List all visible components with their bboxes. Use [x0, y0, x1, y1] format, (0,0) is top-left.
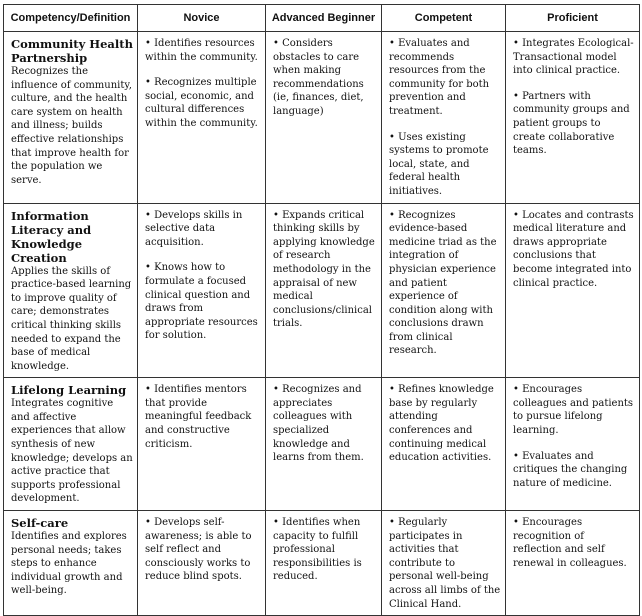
header-competency: Competency/Definition	[4, 5, 138, 32]
list-item	[145, 516, 261, 584]
bullet-icon: •	[389, 38, 395, 49]
header-row	[4, 5, 640, 32]
list-item	[145, 383, 261, 451]
header-competent: Competent	[382, 5, 506, 32]
competency-cell	[4, 378, 138, 511]
competency-cell	[4, 511, 138, 616]
bullet-icon: •	[273, 517, 279, 529]
competent-cell	[382, 203, 506, 378]
header-advanced-beginner: Advanced Beginner	[266, 5, 382, 32]
bullet-icon: •	[389, 517, 395, 529]
list-item-text: Evaluates and recommends resources from the community for both prevention and treatment.	[389, 38, 490, 117]
list-item-text: Refines knowledge base by regularly attending conferences and continuing medical education activities.	[389, 384, 494, 464]
list-item-text: Integrates Ecological-Transactional model into clinical practice.	[513, 38, 634, 77]
list-item	[513, 209, 635, 291]
bullet-icon: •	[389, 384, 395, 396]
bullet-icon: •	[513, 90, 519, 102]
bullet-icon: •	[513, 38, 519, 49]
list-item	[389, 516, 501, 611]
bullet-icon: •	[513, 450, 519, 462]
competency-title: Community Health Partnership	[11, 37, 133, 65]
header-proficient: Proficient	[506, 5, 640, 32]
list-item-text: Recognizes and appreciates colleagues with specialized knowledge and learns from them.	[273, 384, 364, 464]
list-item-text: Encourages recognition of reflection and self renewal in colleagues.	[513, 517, 627, 569]
novice-cell	[138, 511, 266, 616]
competent-cell	[382, 32, 506, 204]
bullet-icon: •	[145, 77, 151, 89]
bullet-list	[145, 516, 261, 584]
list-item-text: Identifies when capacity to fulfill professional responsibilities is reduced.	[273, 517, 362, 583]
bullet-list	[145, 383, 261, 451]
bullet-list	[513, 209, 635, 291]
list-item-text: Identifies resources within the community.	[145, 38, 258, 63]
list-item	[389, 37, 501, 119]
advanced-beginner-cell	[266, 32, 382, 204]
bullet-icon: •	[145, 209, 151, 221]
advanced-beginner-cell	[266, 203, 382, 378]
list-item	[145, 209, 261, 250]
list-item	[145, 37, 261, 64]
competent-cell	[382, 378, 506, 511]
header-novice: Novice	[138, 5, 266, 32]
list-item-text: Recognizes evidence-based medicine triad as the integration of physician experience and patient experience of condition along with conclusions drawn from clinical research.	[389, 209, 497, 357]
competent-cell	[382, 511, 506, 616]
bullet-list	[145, 209, 261, 343]
competency-definition: Identifies and explores personal needs; takes steps to enhance individual growth and well-being.	[11, 531, 127, 597]
bullet-list	[389, 37, 501, 199]
competency-title: Lifelong Learning	[11, 383, 127, 398]
list-item-text: Expands critical thinking skills by applying knowledge of research methodology in the appraisal of new medical conclusions/clinical trials.	[273, 209, 375, 330]
bullet-list	[389, 209, 501, 359]
novice-cell	[138, 32, 266, 204]
bullet-list	[273, 209, 377, 331]
bullet-icon: •	[513, 517, 519, 529]
list-item-text: Considers obstacles to care when making recommendations (ie, finances, diet, language)	[273, 38, 364, 117]
list-item	[513, 516, 635, 570]
bullet-list	[145, 37, 261, 131]
bullet-icon: •	[513, 384, 519, 396]
list-item-text: Locates and contrasts medical literature and draws appropriate conclusions that become integrated into clinical practice.	[513, 209, 634, 289]
list-item	[513, 37, 635, 78]
bullet-icon: •	[389, 131, 395, 143]
list-item	[145, 76, 261, 130]
bullet-icon: •	[145, 384, 151, 396]
list-item-text: Uses existing systems to promote local, state, and federal health initiatives.	[389, 131, 489, 197]
bullet-list	[273, 37, 377, 119]
proficient-cell	[506, 32, 640, 204]
list-item	[273, 37, 377, 119]
list-item	[513, 450, 635, 491]
list-item	[389, 131, 501, 199]
list-item	[389, 209, 501, 359]
bullet-icon: •	[145, 262, 151, 274]
table-row	[4, 378, 640, 511]
competency-definition: Recognizes the influence of community, culture, and the health care system on health and illness; builds effective relationships that improve health for the population we serve.	[11, 66, 132, 186]
list-item	[273, 383, 377, 465]
bullet-list	[513, 37, 635, 158]
bullet-list	[513, 383, 635, 490]
list-item-text: Develops skills in selective data acquisition.	[145, 209, 243, 248]
bullet-list	[389, 383, 501, 465]
list-item-text: Knows how to formulate a focused clinical question and draws from appropriate resources for solution.	[145, 262, 258, 342]
list-item-text: Develops self-awareness; is able to self reflect and consciously works to reduce blind spots.	[145, 517, 252, 583]
advanced-beginner-cell	[266, 378, 382, 511]
proficient-cell	[506, 511, 640, 616]
bullet-list	[273, 383, 377, 465]
proficient-cell	[506, 378, 640, 511]
list-item-text: Partners with community groups and patient groups to create collaborative teams.	[513, 90, 630, 157]
table-row	[4, 32, 640, 204]
competency-definition: Integrates cognitive and affective experiences that allow synthesis of new knowledge; develops an active practice that supports professional development.	[11, 398, 133, 505]
competency-cell	[4, 32, 138, 204]
list-item-text: Regularly participates in activities that contribute to personal well-being across all limbs of the Clinical Hand.	[389, 517, 501, 610]
list-item	[145, 261, 261, 343]
list-item	[273, 516, 377, 584]
advanced-beginner-cell	[266, 511, 382, 616]
list-item-text: Recognizes multiple social, economic, and cultural differences within the community.	[145, 77, 258, 129]
bullet-icon: •	[273, 38, 279, 49]
bullet-list	[273, 516, 377, 584]
list-item-text: Encourages colleagues and patients to pursue lifelong learning.	[513, 384, 634, 437]
bullet-icon: •	[145, 38, 151, 49]
list-item	[513, 383, 635, 437]
novice-cell	[138, 203, 266, 378]
bullet-list	[513, 516, 635, 570]
list-item	[513, 90, 635, 158]
bullet-list	[389, 516, 501, 611]
bullet-icon: •	[273, 209, 279, 221]
list-item	[273, 209, 377, 331]
bullet-icon: •	[389, 209, 395, 221]
novice-cell	[138, 378, 266, 511]
table-row	[4, 203, 640, 378]
competency-definition: Applies the skills of practice-based learning to improve quality of care; demonstrates critical thinking skills needed to expand the base of medical knowledge.	[11, 265, 132, 372]
bullet-icon: •	[145, 517, 151, 529]
competency-title: Self-care	[11, 516, 69, 531]
list-item-text: Identifies mentors that provide meaningful feedback and constructive criticism.	[145, 384, 252, 450]
proficient-cell	[506, 203, 640, 378]
competency-table	[3, 4, 640, 616]
competency-title: Information Literacy and Knowledge Creation	[11, 208, 92, 265]
bullet-icon: •	[273, 384, 279, 396]
list-item-text: Evaluates and critiques the changing nature of medicine.	[513, 450, 628, 489]
bullet-icon: •	[513, 209, 519, 221]
table-row	[4, 511, 640, 616]
list-item	[389, 383, 501, 465]
competency-cell	[4, 203, 138, 378]
